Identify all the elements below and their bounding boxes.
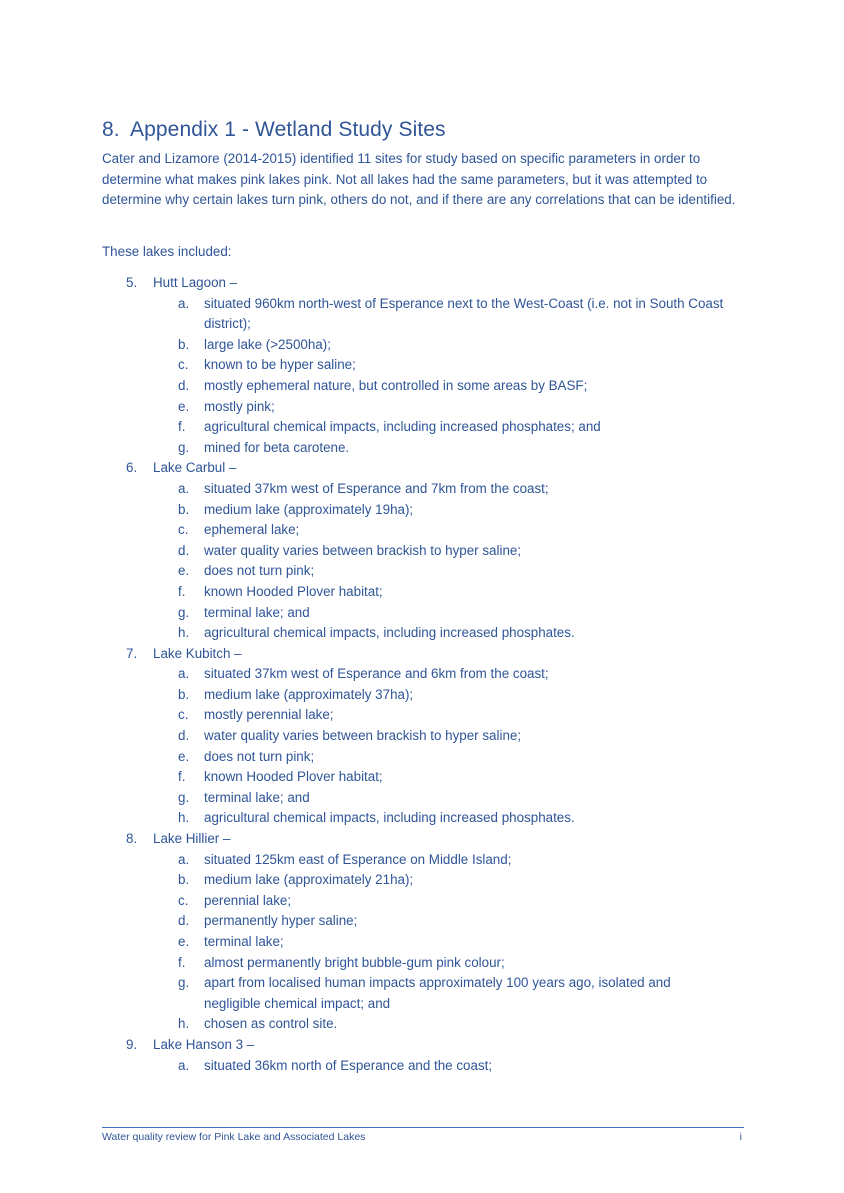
attribute-text: medium lake (approximately 21ha); xyxy=(204,872,414,888)
lake-attribute-item xyxy=(102,294,724,335)
attribute-letter: b. xyxy=(178,686,190,702)
attribute-text: water quality varies between brackish to hyper saline; xyxy=(204,542,522,558)
lake-attribute-item xyxy=(102,376,724,397)
attribute-letter: a. xyxy=(178,295,190,311)
attribute-text: situated 37km west of Esperance and 6km from the coast; xyxy=(204,666,549,682)
attribute-text: terminal lake; and xyxy=(204,789,310,805)
lake-attribute-item xyxy=(102,500,724,521)
lake-attribute-item xyxy=(102,726,724,747)
attribute-letter: h. xyxy=(178,810,190,826)
attribute-text: known Hooded Plover habitat; xyxy=(204,583,383,599)
attribute-letter: e. xyxy=(178,934,190,949)
lake-attribute-item xyxy=(102,520,724,541)
lake-attribute-item xyxy=(102,747,724,768)
attribute-letter: c. xyxy=(178,522,189,538)
lake-attribute-item xyxy=(102,623,724,644)
attribute-letter: a. xyxy=(178,666,190,682)
attribute-text: medium lake (approximately 19ha); xyxy=(204,501,414,517)
lake-attribute-item xyxy=(102,438,724,459)
lake-attribute-item xyxy=(102,973,724,1014)
attribute-letter: h. xyxy=(178,1016,190,1032)
lake-attribute-item xyxy=(102,1014,724,1035)
lake-name: Lake Hanson 3 – xyxy=(153,1036,255,1052)
lake-attribute-item xyxy=(102,664,724,685)
attribute-letter: a. xyxy=(178,851,190,867)
lake-name: Lake Kubitch – xyxy=(153,645,242,661)
attribute-letter: f. xyxy=(178,583,186,599)
lake-attribute-item xyxy=(102,705,724,726)
attribute-letter: f. xyxy=(178,769,186,785)
attribute-letter: g. xyxy=(178,439,190,455)
attribute-text: apart from localised human impacts approximately 100 years ago, isolated and negligible chemical impact; and xyxy=(204,975,671,1011)
attribute-letter: f. xyxy=(178,954,186,970)
attribute-text: almost permanently bright bubble-gum pink colour; xyxy=(204,954,505,970)
lake-number: 9. xyxy=(126,1036,138,1052)
attribute-text: known to be hyper saline; xyxy=(204,357,356,373)
lake-attribute-item xyxy=(102,850,724,871)
lake-attribute-item xyxy=(102,335,724,356)
attribute-letter: e. xyxy=(178,748,190,764)
lake-attribute-item xyxy=(102,417,724,438)
section-heading xyxy=(102,118,446,142)
lake-attribute-item xyxy=(102,397,724,418)
lake-attribute-item xyxy=(102,561,724,582)
footer-title: Water quality review for Pink Lake and Associated Lakes xyxy=(102,1131,366,1143)
lake-attribute-item xyxy=(102,891,724,912)
attribute-text: situated 125km east of Esperance on Middle Island; xyxy=(204,851,512,867)
attribute-text: terminal lake; and xyxy=(204,604,310,620)
attribute-letter: d. xyxy=(178,377,190,393)
attribute-letter: h. xyxy=(178,625,190,641)
lake-attribute-item xyxy=(102,1056,724,1077)
lake-attribute-item xyxy=(102,479,724,500)
lake-number: 8. xyxy=(126,831,138,847)
attribute-text: situated 960km north-west of Esperance next to the West-Coast (i.e. not in South Coast district); xyxy=(204,295,724,332)
lake-attribute-item xyxy=(102,808,724,829)
lake-attribute-item xyxy=(102,685,724,706)
attribute-text: ephemeral lake; xyxy=(204,522,300,538)
attribute-letter: d. xyxy=(178,913,190,929)
attribute-text: permanently hyper saline; xyxy=(204,913,358,929)
lake-attribute-item xyxy=(102,582,724,603)
intro-paragraph: Cater and Lizamore (2014-2015) identified 11 sites for study based on specific parameters in order to determine what makes pink lakes pink. Not all lakes had the same parameters, but it was attempted to determine why certain lakes turn pink, others do not, and if there are any correlations that can be identified. xyxy=(102,151,736,208)
attribute-letter: d. xyxy=(178,728,190,744)
lake-attribute-item xyxy=(102,355,724,376)
attribute-text: terminal lake; xyxy=(204,934,284,949)
attribute-text: situated 36km north of Esperance and the coast; xyxy=(204,1057,493,1073)
lake-list-item xyxy=(102,1035,752,1056)
attribute-text: known Hooded Plover habitat; xyxy=(204,769,383,785)
attribute-text: perennial lake; xyxy=(204,892,292,908)
attribute-text: mined for beta carotene. xyxy=(204,439,350,455)
attribute-text: mostly ephemeral nature, but controlled in some areas by BASF; xyxy=(204,377,588,393)
attribute-letter: c. xyxy=(178,892,189,908)
lake-number: 6. xyxy=(126,460,138,476)
footer-rule xyxy=(102,1127,744,1128)
lake-name: Lake Carbul – xyxy=(153,460,237,476)
attribute-text: mostly pink; xyxy=(204,398,275,414)
lake-list-item xyxy=(102,829,752,850)
section-number: 8. xyxy=(102,118,120,141)
lake-attribute-item xyxy=(102,932,724,953)
attribute-letter: g. xyxy=(178,604,190,620)
attribute-letter: c. xyxy=(178,707,189,723)
lake-attribute-item xyxy=(102,541,724,562)
page-number: i xyxy=(739,1131,742,1143)
lake-attribute-item xyxy=(102,767,724,788)
section-title: Appendix 1 - Wetland Study Sites xyxy=(130,118,446,141)
attribute-text: situated 37km west of Esperance and 7km from the coast; xyxy=(204,480,549,496)
attribute-letter: b. xyxy=(178,501,190,517)
attribute-text: large lake (>2500ha); xyxy=(204,336,331,352)
attribute-text: chosen as control site. xyxy=(204,1016,338,1032)
lake-list-item xyxy=(102,273,752,294)
attribute-letter: c. xyxy=(178,357,189,373)
attribute-letter: b. xyxy=(178,872,190,888)
attribute-text: does not turn pink; xyxy=(204,563,315,579)
attribute-text: agricultural chemical impacts, including increased phosphates; and xyxy=(204,419,601,435)
attribute-text: does not turn pink; xyxy=(204,748,315,764)
lake-list-item xyxy=(102,644,752,665)
attribute-letter: a. xyxy=(178,480,190,496)
attribute-letter: f. xyxy=(178,419,186,435)
attribute-text: medium lake (approximately 37ha); xyxy=(204,686,414,702)
lake-name: Lake Hillier – xyxy=(153,831,231,847)
attribute-text: water quality varies between brackish to hyper saline; xyxy=(204,728,522,744)
lake-attribute-item xyxy=(102,870,724,891)
lake-number: 5. xyxy=(126,275,138,290)
attribute-letter: b. xyxy=(178,336,190,352)
attribute-letter: e. xyxy=(178,398,190,414)
lake-name: Hutt Lagoon – xyxy=(153,275,238,290)
attribute-text: mostly perennial lake; xyxy=(204,707,334,723)
attribute-text: agricultural chemical impacts, including increased phosphates. xyxy=(204,625,575,641)
lake-attribute-item xyxy=(102,603,724,624)
attribute-letter: a. xyxy=(178,1057,190,1073)
attribute-letter: g. xyxy=(178,975,190,991)
lake-number: 7. xyxy=(126,645,138,661)
attribute-text: agricultural chemical impacts, including increased phosphates. xyxy=(204,810,575,826)
lake-attribute-item xyxy=(102,788,724,809)
attribute-letter: d. xyxy=(178,542,190,558)
attribute-letter: g. xyxy=(178,789,190,805)
lake-attribute-item xyxy=(102,953,724,974)
attribute-letter: e. xyxy=(178,563,190,579)
lake-attribute-item xyxy=(102,911,724,932)
included-paragraph: These lakes included: xyxy=(102,244,232,259)
lake-list-item xyxy=(102,458,752,479)
lake-list xyxy=(102,273,752,1076)
